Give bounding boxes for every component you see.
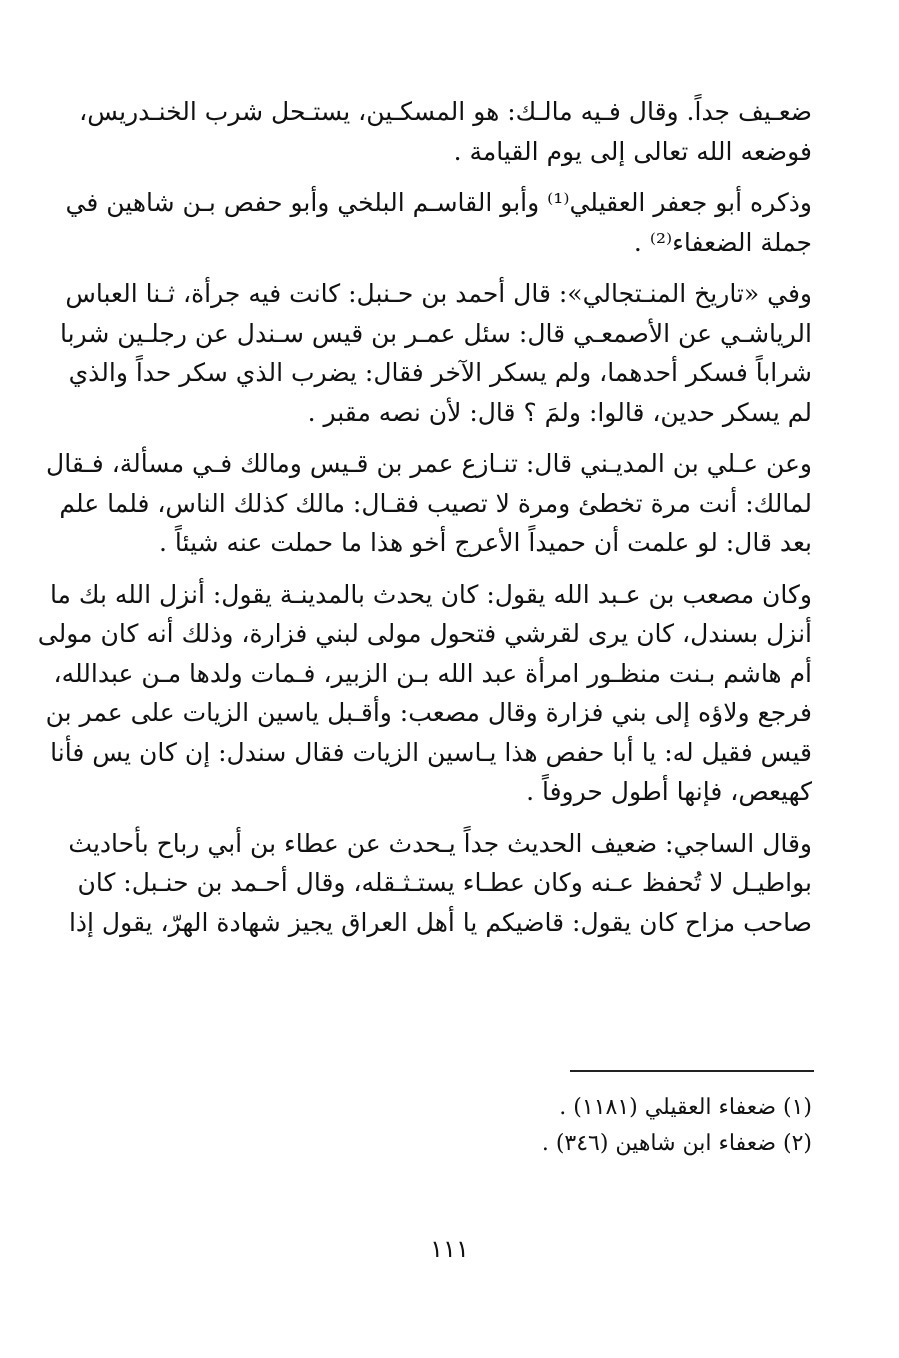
text-line: وقال الساجي: ضعيف الحديث جداً يـحدث عن عطاء بن أبي رباح بأحاديث	[68, 828, 812, 858]
text-line: بعد قال: لو علمت أن حميداً الأعرج أخو هذا ما حملت عنه شيئاً .	[159, 528, 812, 557]
text-line: لمالك: أنت مرة تخطئ ومرة لا تصيب فقـال: مالك كذلك الناس، فلما علم	[59, 488, 812, 518]
page-number: ١١١	[430, 1235, 469, 1263]
paragraph-2	[65, 183, 812, 262]
paragraph-5	[37, 575, 812, 812]
page-body	[37, 92, 812, 954]
text-line: بواطيـل لا تُحفظ عـنه وكان عطـاء يستـثـقله، وقال أحـمد بن حنـبل: كان	[77, 868, 812, 897]
text-line: وكان مصعب بن عـبد الله يقول: كان يحدث بالمدينـة يقول: أنزل الله بك ما	[49, 579, 812, 609]
text-line: جملة الضعفاء⁽²⁾ .	[633, 227, 812, 257]
text-line: الرياشـي عن الأصمعـي قال: سئل عمـر بن قيس سـندل عن رجلـين شربا	[59, 318, 812, 348]
footnote-2: (٢) ضعفاء ابن شاهين (٣٤٦) .	[541, 1131, 812, 1156]
text-line: لم يسكر حدين، قالوا: ولمَ ؟ قال: لأن نصه مقبر .	[307, 397, 812, 427]
paragraph-3	[59, 274, 812, 432]
paragraph-4	[46, 444, 812, 563]
text-line: صاحب مزاح كان يقول: قاضيكم يا أهل العراق يجيز شهادة الهرّ، يقول إذا	[68, 907, 812, 937]
text-line: ضعـيف جداً. وقال فـيه مالـك: هو المسكـين، يستـحل شرب الخنـدريس،	[79, 97, 812, 126]
text-line: وعن عـلي بن المديـني قال: تنـازع عمر بن قـيس ومالك فـي مسألة، فـقال	[46, 449, 812, 478]
text-line: شراباً فسكر أحدهما، ولم يسكر الآخر فقال: يضرب الذي سكر حداً والذي	[68, 358, 812, 387]
text-line: وذكره أبو جعفر العقيلي⁽¹⁾ وأبو القاسـم البلخي وأبو حفص بـن شاهين في	[65, 188, 812, 217]
footnote-divider	[570, 1070, 814, 1072]
footnote-1: (١) ضعفاء العقيلي (١١٨١) .	[559, 1095, 812, 1120]
text-line: أم هاشم بـنت منظـور امرأة عبد الله بـن الزبير، فـمات ولدها مـن عبدالله،	[53, 658, 812, 688]
text-line: وفي «تاريخ المنـتجالي»: قال أحمد بن حـنبل: كانت فيه جرأة، ثـنا العباس	[65, 279, 812, 308]
text-line: فرجع ولاؤه إلى بني فزارة وقال مصعب: وأقـبل ياسين الزيات على عمر بن	[45, 698, 812, 727]
text-line: كهيعص، فإنها أطول حروفاً .	[526, 777, 812, 806]
paragraph-6	[68, 824, 812, 943]
footnotes	[100, 1090, 812, 1162]
text-line: أنزل بسندل، كان يرى لقرشي فتحول مولى لبني فزارة، وذلك أنه كان مولى	[37, 619, 812, 648]
text-line: قيس فقيل له: يا أبا حفص هذا يـاسين الزيات فقال سندل: إن كان يس فأنا	[50, 737, 812, 767]
paragraph-1	[79, 92, 812, 171]
text-line: فوضعه الله تعالى إلى يوم القيامة .	[453, 136, 812, 166]
